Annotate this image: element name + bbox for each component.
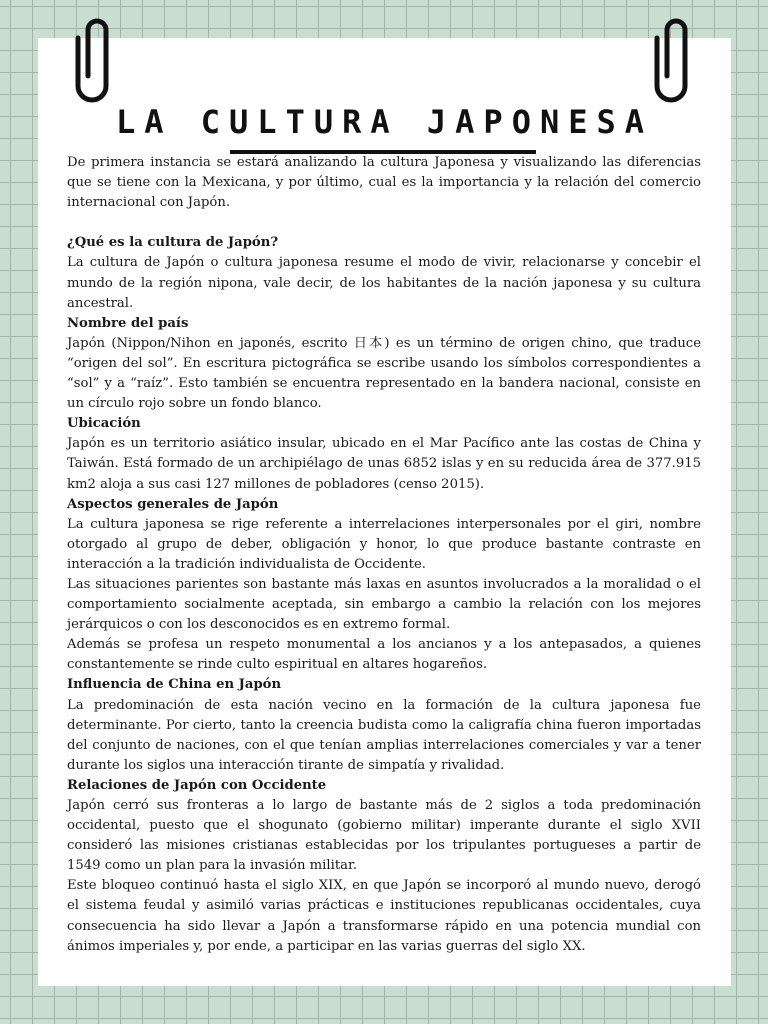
section-heading: Relaciones de Japón con Occidente [67, 777, 327, 793]
paperclip-icon [72, 14, 122, 104]
section-heading: Ubicación [67, 416, 141, 432]
intro-paragraph: De primera instancia se estará analizando la cultura Japonesa y visualizando las diferencias que se tiene con la Mexicana, y por último, cual es la importancia y la relación del comercio internacional con Japón. [67, 155, 701, 211]
section-paragraph: Japón cerró sus fronteras a lo largo de bastante más de 2 siglos a toda predominación occidental, puesto que el shogunato (gobierno militar) imperante durante el siglo XVII consideró las misiones cristianas establecidas por los tripulantes portugueses a partir de 1549 como un plan para la invasión militar. [67, 798, 701, 874]
section-paragraph: Además se profesa un respeto monumental a los ancianos y a los antepasados, a quienes constantemente se rinde culto espiritual en altares hogareños. [67, 637, 701, 673]
section-paragraph: La predominación de esta nación vecino en la formación de la cultura japonesa fue determinante. Por cierto, tanto la creencia budista como la caligrafía china fueron importadas del conjunto de naciones, con el que tenían amplias interrelaciones comerciales y var a tener durante los siglos una interacción tirante de simpatía y rivalidad. [67, 697, 701, 773]
section-heading: Influencia de China en Japón [67, 677, 282, 693]
section-paragraph: Japón es un territorio asiático insular, ubicado en el Mar Pacífico ante las costas de China y Taiwán. Está formado de un archipiélago de unas 6852 islas y en su reducida área de 377.915 km2 aloja a sus casi 127 millones de pobladores (censo 2015). [67, 436, 701, 492]
section-paragraph: La cultura de Japón o cultura japonesa resume el modo de vivir, relacionarse y concebir el mundo de la región nipona, vale decir, de los habitantes de la nación japonesa y su cultura ancestral. [67, 255, 701, 311]
section-paragraph: Japón (Nippon/Nihon en japonés, escrito 日本) es un término de origen chino, que traduce “origen del sol”. En escritura pictográfica se escribe usando los símbolos correspondientes a “sol” y a “raíz”. Esto también se encuentra representado en la bandera nacional, consiste en un círculo rojo sobre un fondo blanco. [67, 335, 701, 412]
section-paragraph: Este bloqueo continuó hasta el siglo XIX, en que Japón se incorporó al mundo nuevo, derogó el sistema feudal y asimiló varias prácticas e instituciones republicanas occidentales, cuya consecuencia ha sido llevar a Japón a transformarse rápido en una potencia mundial con ánimos imperiales y, por ende, a participar en las varias guerras del siglo XX. [67, 878, 701, 954]
document-body [67, 153, 701, 957]
paperclip-icon [651, 14, 701, 104]
section-heading: ¿Qué es la cultura de Japón? [67, 235, 279, 251]
section-heading: Aspectos generales de Japón [67, 496, 279, 512]
section-heading: Nombre del país [67, 315, 189, 331]
section-paragraph: La cultura japonesa se rige referente a interrelaciones interpersonales por el giri, nombre otorgado al grupo de deber, obligación y honor, lo que produce bastante contraste en interacción a la tradición individualista de Occidente. [67, 516, 701, 572]
spacer [67, 213, 701, 233]
section-paragraph: Las situaciones parientes son bastante más laxas en asuntos involucrados a la moralidad o el comportamiento socialmente aceptada, sin embargo a cambio la relación con los mejores jerárquicos o con los desconocidos es en extremo formal. [67, 576, 701, 633]
page-title: LA CULTURA JAPONESA [115, 103, 654, 141]
